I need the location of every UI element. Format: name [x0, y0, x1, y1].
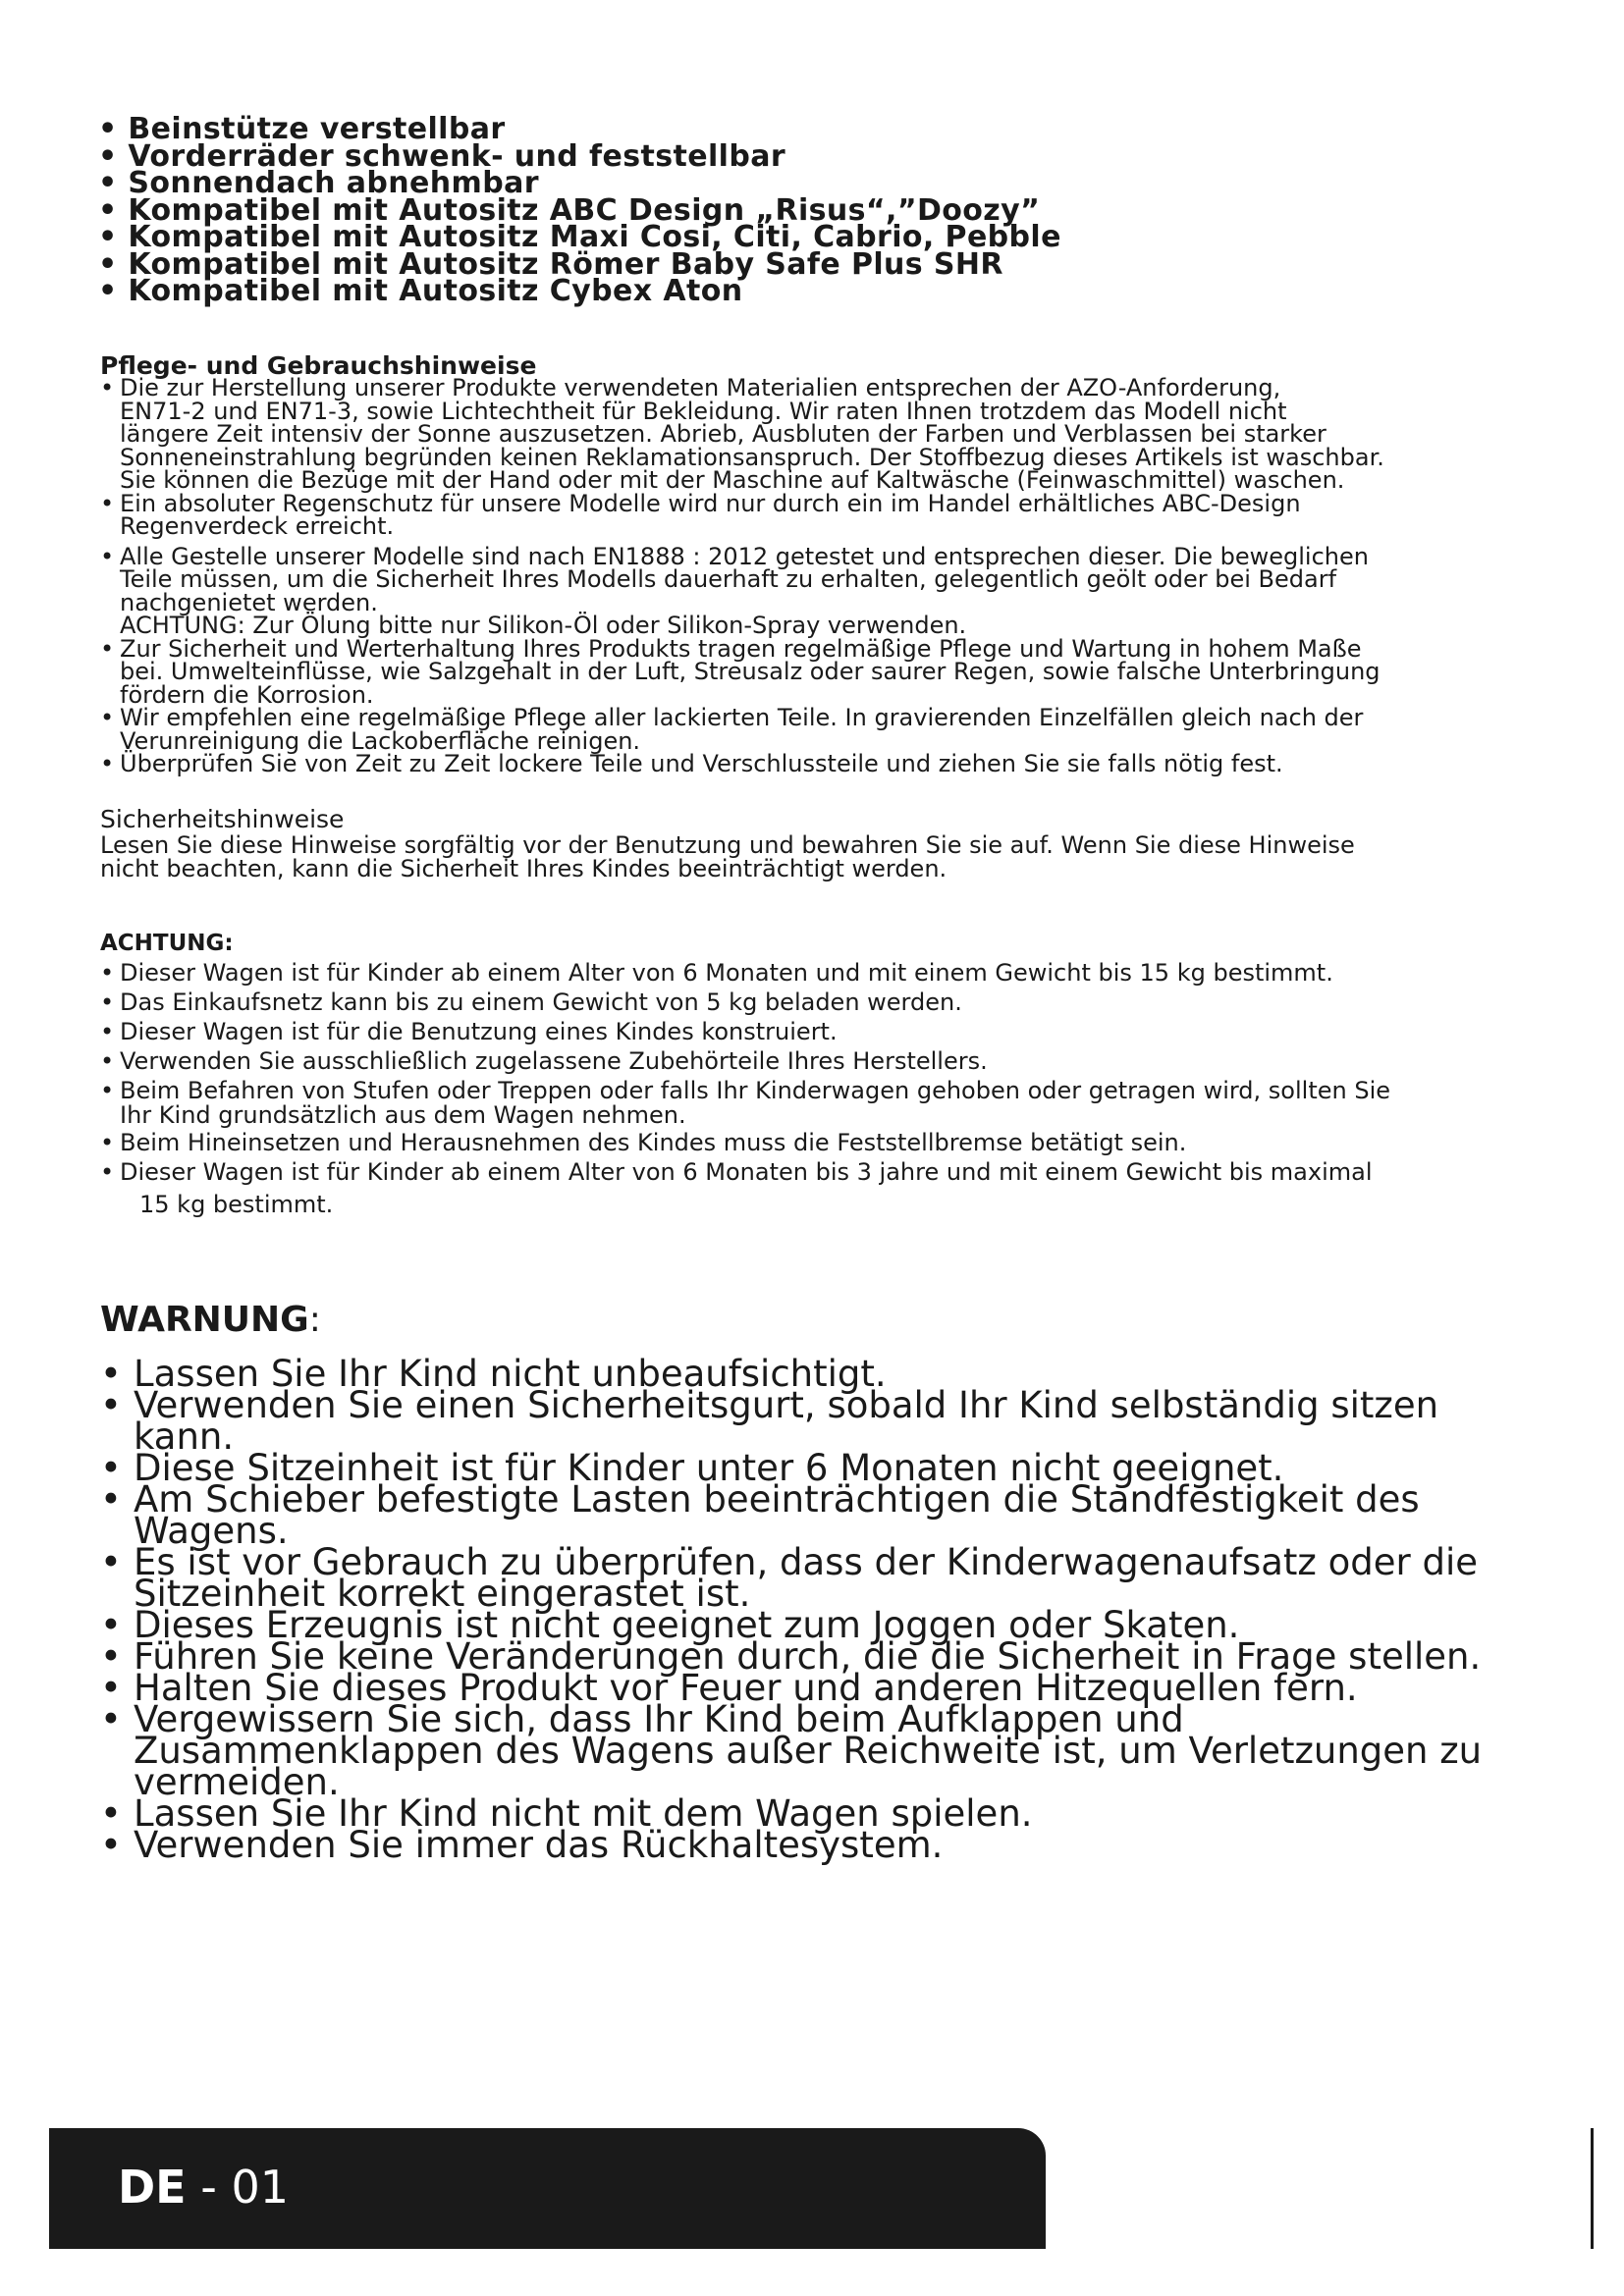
warnung-line: • Vergewissern Sie sich, dass Ihr Kind beim Aufklappen und	[134, 1698, 1184, 1740]
care-item	[100, 750, 1553, 777]
care-line: EN71-2 und EN71-3, sowie Lichtechtheit für Bekleidung. Wir raten Ihnen trotzdem das Modell nicht	[120, 397, 1287, 425]
safety-title: Sicherheitshinweise	[100, 805, 345, 833]
warnung-line: • Am Schieber befestigte Lasten beeinträchtigen die Standfestigkeit des	[134, 1478, 1420, 1521]
warnung-line: • Es ist vor Gebrauch zu überprüfen, dass der Kinderwagenaufsatz oder die	[134, 1541, 1478, 1583]
warnung-line: • Halten Sie dieses Produkt vor Feuer und anderen Hitzequellen fern.	[134, 1667, 1358, 1709]
warnung-line: Wagens.	[134, 1510, 289, 1552]
warnung-line: vermeiden.	[134, 1761, 340, 1803]
page-separator: -	[186, 2161, 232, 2214]
warnung-item	[100, 1384, 1573, 1458]
page-edge-line	[1591, 2128, 1594, 2249]
achtung-item: • Das Einkaufsnetz kann bis zu einem Gewicht von 5 kg beladen werden.	[100, 988, 1553, 1017]
feature-item: • Kompatibel mit Autositz Maxi Cosi, Citi, Cabrio, Pebble	[98, 220, 1061, 254]
care-line: • Wir empfehlen eine regelmäßige Pflege aller lackierten Teile. In gravierenden Einzelfällen gleich nach der	[120, 704, 1364, 731]
warnung-item	[100, 1478, 1573, 1552]
care-item	[100, 374, 1553, 494]
achtung-item: • Dieser Wagen ist für die Benutzung eines Kindes konstruiert.	[100, 1017, 1553, 1046]
achtung-item: • Dieser Wagen ist für Kinder ab einem Alter von 6 Monaten und mit einem Gewicht bis 15 kg bestimmt.	[100, 958, 1553, 988]
warnung-item	[100, 1541, 1573, 1615]
care-line: • Ein absoluter Regenschutz für unsere Modelle wird nur durch ein im Handel erhältliches ABC-Design	[120, 489, 1301, 517]
care-item	[100, 542, 1553, 639]
safety-section	[100, 805, 1553, 881]
warnung-title-text: WARNUNG	[100, 1300, 309, 1340]
achtung-item: • Beim Hineinsetzen und Herausnehmen des Kindes muss die Feststellbremse betätigt sein.	[100, 1128, 1553, 1157]
warnung-line: Zusammenklappen des Wagens außer Reichweite ist, um Verletzungen zu	[134, 1730, 1483, 1772]
achtung-item: • Verwenden Sie ausschließlich zugelassene Zubehörteile Ihres Herstellers.	[100, 1046, 1553, 1076]
care-item	[100, 489, 1553, 540]
page-number: 01	[231, 2161, 289, 2214]
care-line: Sonneneinstrahlung begründen keinen Reklamationsanspruch. Der Stoffbezug dieses Artikels ist waschbar.	[120, 443, 1384, 471]
achtung-title: ACHTUNG:	[100, 931, 234, 956]
warnung-line: • Lassen Sie Ihr Kind nicht unbeaufsichtigt.	[134, 1353, 887, 1395]
warnung-line: • Verwenden Sie einen Sicherheitsgurt, sobald Ihr Kind selbständig sitzen	[134, 1384, 1439, 1426]
warnung-item	[100, 1698, 1573, 1803]
footer-bar	[49, 2128, 1046, 2249]
warnung-section	[100, 1296, 1573, 1866]
safety-text-line: Lesen Sie diese Hinweise sorgfältig vor der Benutzung und bewahren Sie sie auf. Wenn Sie diese Hinweise	[100, 831, 1355, 859]
warnung-title	[100, 1296, 1573, 1345]
care-section	[100, 351, 1553, 777]
achtung-line: • Dieser Wagen ist für Kinder ab einem Alter von 6 Monaten bis 3 jahre und mit einem Gewicht bis maximal	[120, 1158, 1373, 1186]
warnung-line: • Lassen Sie Ihr Kind nicht mit dem Wagen spielen.	[134, 1792, 1033, 1835]
achtung-line: 15 kg bestimmt.	[139, 1191, 334, 1218]
care-line: fördern die Korrosion.	[120, 680, 374, 709]
safety-text-line: nicht beachten, kann die Sicherheit Ihres Kindes beeinträchtigt werden.	[100, 854, 947, 882]
care-line: • Die zur Herstellung unserer Produkte verwendeten Materialien entsprechen der AZO-Anforderung,	[120, 374, 1281, 401]
achtung-line: • Beim Befahren von Stufen oder Treppen oder falls Ihr Kinderwagen gehoben oder getragen wird, sollten Sie	[120, 1077, 1391, 1104]
care-line: • Zur Sicherheit und Werterhaltung Ihres Produkts tragen regelmäßige Pflege und Wartung in hohem Maße	[120, 634, 1362, 663]
feature-item: • Kompatibel mit Autositz Römer Baby Safe Plus SHR	[98, 246, 1003, 282]
warnung-item	[100, 1824, 1573, 1866]
warnung-line: • Diese Sitzeinheit ist für Kinder unter 6 Monaten nicht geeignet.	[134, 1447, 1284, 1489]
warnung-line: kann.	[134, 1415, 235, 1458]
warnung-title-colon: :	[308, 1300, 321, 1340]
warnung-line: • Verwenden Sie immer das Rückhaltesystem.	[134, 1824, 944, 1866]
achtung-section	[100, 929, 1553, 1222]
care-line: • Alle Gestelle unserer Modelle sind nach EN1888 : 2012 getestet und entsprechen dieser. Die beweglichen	[120, 542, 1369, 570]
care-item	[100, 704, 1553, 755]
care-line: längere Zeit intensiv der Sonne auszusetzen. Abrieb, Ausbluten der Farben und Verblassen bei starker	[120, 420, 1326, 448]
care-item	[100, 634, 1553, 709]
feature-list	[98, 112, 1080, 308]
achtung-item	[100, 1079, 1553, 1128]
feature-item: • Vorderräder schwenk- und feststellbar	[98, 138, 786, 174]
achtung-line: Ihr Kind grundsätzlich aus dem Wagen nehmen.	[120, 1101, 686, 1129]
feature-item: • Sonnendach abnehmbar	[98, 166, 539, 200]
care-line: Teile müssen, um die Sicherheit Ihres Modells dauerhaft zu erhalten, gelegentlich geölt oder bei Bedarf	[120, 565, 1337, 593]
care-line: ACHTUNG: Zur Ölung bitte nur Silikon-Öl oder Silikon-Spray verwenden.	[120, 612, 967, 639]
language-code: DE	[118, 2161, 187, 2214]
care-line: Regenverdeck erreicht.	[120, 512, 395, 540]
feature-item: • Kompatibel mit Autositz Cybex Aton	[98, 274, 743, 308]
warnung-line: • Führen Sie keine Veränderungen durch, die die Sicherheit in Frage stellen.	[134, 1635, 1482, 1678]
warnung-line: Sitzeinheit korrekt eingerastet ist.	[134, 1573, 751, 1615]
feature-item: • Beinstütze verstellbar	[98, 112, 506, 146]
care-line: bei. Umwelteinflüsse, wie Salzgehalt in der Luft, Streusalz oder saurer Regen, sowie falsche Unterbringung	[120, 658, 1380, 685]
care-title: Pflege- und Gebrauchshinweise	[100, 351, 537, 380]
care-line: Verunreinigung die Lackoberfläche reinigen.	[120, 726, 641, 755]
warnung-line: • Dieses Erzeugnis ist nicht geeignet zum Joggen oder Skaten.	[134, 1604, 1240, 1646]
achtung-item	[100, 1157, 1553, 1222]
care-line: Sie können die Bezüge mit der Hand oder mit der Maschine auf Kaltwäsche (Feinwaschmittel) waschen.	[120, 466, 1345, 494]
care-line: • Überprüfen Sie von Zeit zu Zeit lockere Teile und Verschlussteile und ziehen Sie sie falls nötig fest.	[120, 750, 1283, 777]
page-label	[118, 2158, 289, 2216]
feature-item: • Kompatibel mit Autositz ABC Design „Risus“,”Doozy”	[98, 192, 1041, 228]
care-line: nachgenietet werden.	[120, 588, 378, 616]
